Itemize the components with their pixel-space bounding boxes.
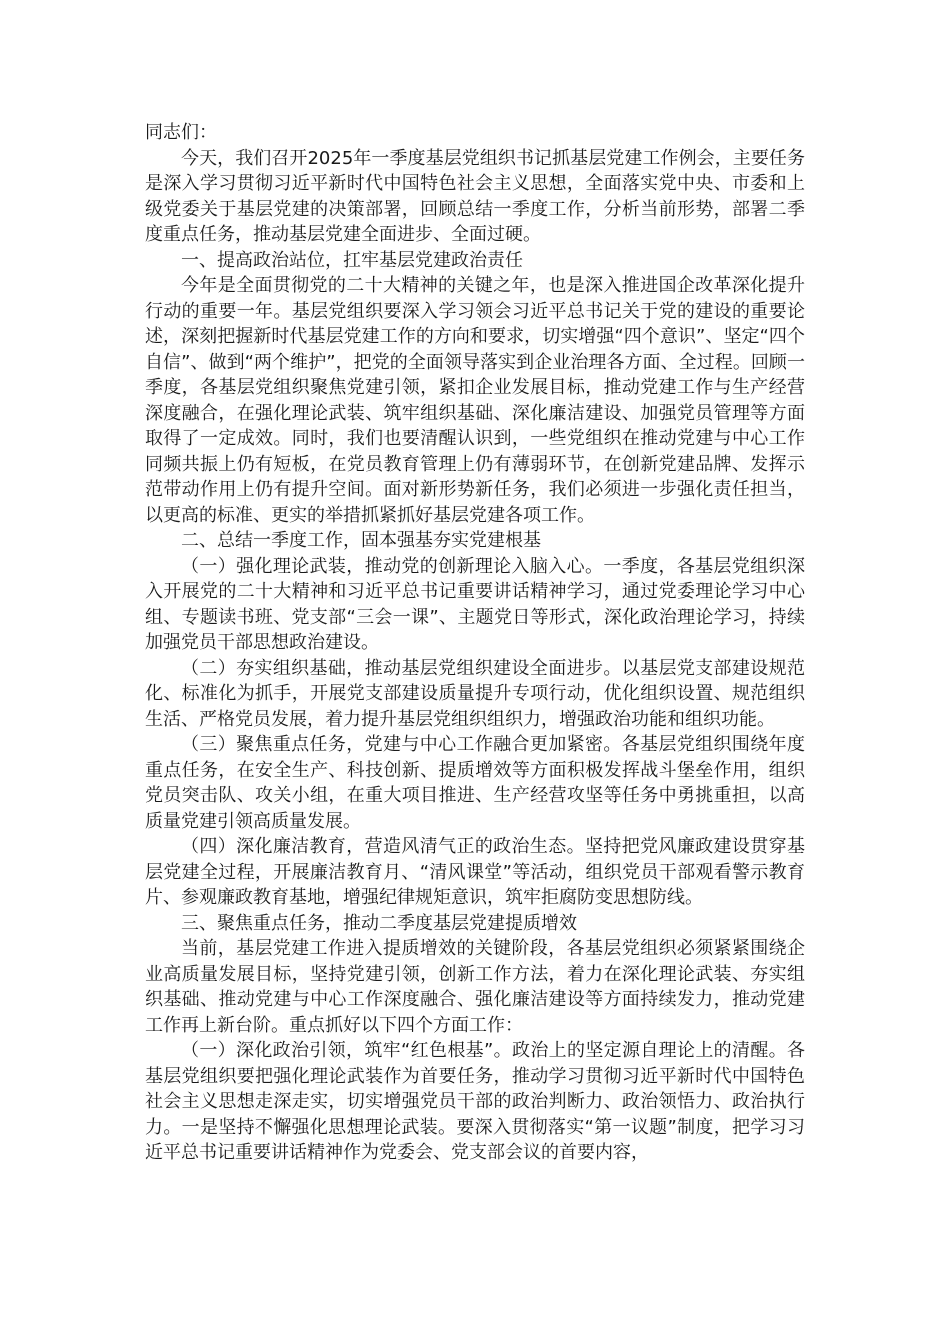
section-heading-1: 一、提高政治站位，扛牢基层党建政治责任 (181, 249, 523, 271)
section-3-item-1: （一）深化政治引领，筑牢“红色根基”。政治上的坚定源自理论上的清醒。各基层党组织要把强化理论武装作为首要任务，推动学习贯彻习近平新时代中国特色社会主义思想走深走实，切实增强党员干部的政治判断力、政治领悟力、政治执行力。一是坚持不懈强化思想理论武装。要深入贯彻落实“第一议题”制度，把学习习近平总书记重要讲话精神作为党委会、党支部会议的首要内容， (145, 1040, 805, 1163)
section-heading-2: 二、总结一季度工作，固本强基夯实党建根基 (181, 530, 541, 551)
section-2-item-3: （三）聚焦重点任务，党建与中心工作融合更加紧密。各基层党组织围绕年度重点任务，在安全生产、科技创新、提质增效等方面积极发挥战斗堡垒作用，组织党员突击队、攻关小组，在重大项目推进、生产经营攻坚等任务中勇挑重担，以高质量党建引领高质量发展。 (145, 734, 805, 832)
section-2-item-1: （一）强化理论武装，推动党的创新理论入脑入心。一季度，各基层党组织深入开展党的二十大精神和习近平总书记重要讲话精神学习，通过党委理论学习中心组、专题读书班、党支部“三会一课”、主题党日等形式，深化政治理论学习，持续加强党员干部思想政治建设。 (145, 555, 805, 653)
intro-paragraph: 今天，我们召开2025年一季度基层党组织书记抓基层党建工作例会，主要任务是深入学习贯彻习近平新时代中国特色社会主义思想，全面落实党中央、市委和上级党委关于基层党建的决策部署，回顾总结一季度工作，分析当前形势，部署二季度重点任务，推动基层党建全面进步、全面过硬。 (145, 147, 805, 245)
salutation: 同志们： (145, 122, 217, 143)
section-3-paragraph: 当前，基层党建工作进入提质增效的关键阶段，各基层党组织必须紧紧围绕企业高质量发展目标，坚持党建引领，创新工作方法，着力在深化理论武装、夯实组织基础、推动党建与中心工作深度融合、强化廉洁建设等方面持续发力，推动党建工作再上新台阶。重点抓好以下四个方面工作： (145, 938, 805, 1036)
section-2-item-4: （四）深化廉洁教育，营造风清气正的政治生态。坚持把党风廉政建设贯穿基层党建全过程，开展廉洁教育月、“清风课堂”等活动，组织党员干部观看警示教育片、参观廉政教育基地，增强纪律规矩意识，筑牢拒腐防变思想防线。 (145, 836, 805, 908)
document-body (145, 120, 805, 1166)
section-1-paragraph: 今年是全面贯彻党的二十大精神的关键之年，也是深入推进国企改革深化提升行动的重要一年。基层党组织要深入学习领会习近平总书记关于党的建设的重要论述，深刻把握新时代基层党建工作的方向和要求，切实增强“四个意识”、坚定“四个自信”、做到“两个维护”，把党的全面领导落实到企业治理各方面、全过程。回顾一季度，各基层党组织聚焦党建引领，紧扣企业发展目标，推动党建工作与生产经营深度融合，在强化理论武装、筑牢组织基础、深化廉洁建设、加强党员管理等方面取得了一定成效。同时，我们也要清醒认识到，一些党组织在推动党建与中心工作同频共振上仍有短板，在党员教育管理上仍有薄弱环节，在创新党建品牌、发挥示范带动作用上仍有提升空间。面对新形势新任务，我们必须进一步强化责任担当，以更高的标准、更实的举措抓紧抓好基层党建各项工作。 (145, 275, 805, 526)
section-2-item-2: （二）夯实组织基础，推动基层党组织建设全面进步。以基层党支部建设规范化、标准化为抓手，开展党支部建设质量提升专项行动，优化组织设置、规范组织生活、严格党员发展，着力提升基层党组织组织力，增强政治功能和组织功能。 (145, 657, 805, 730)
section-heading-3: 三、聚焦重点任务，推动二季度基层党建提质增效 (181, 912, 577, 934)
